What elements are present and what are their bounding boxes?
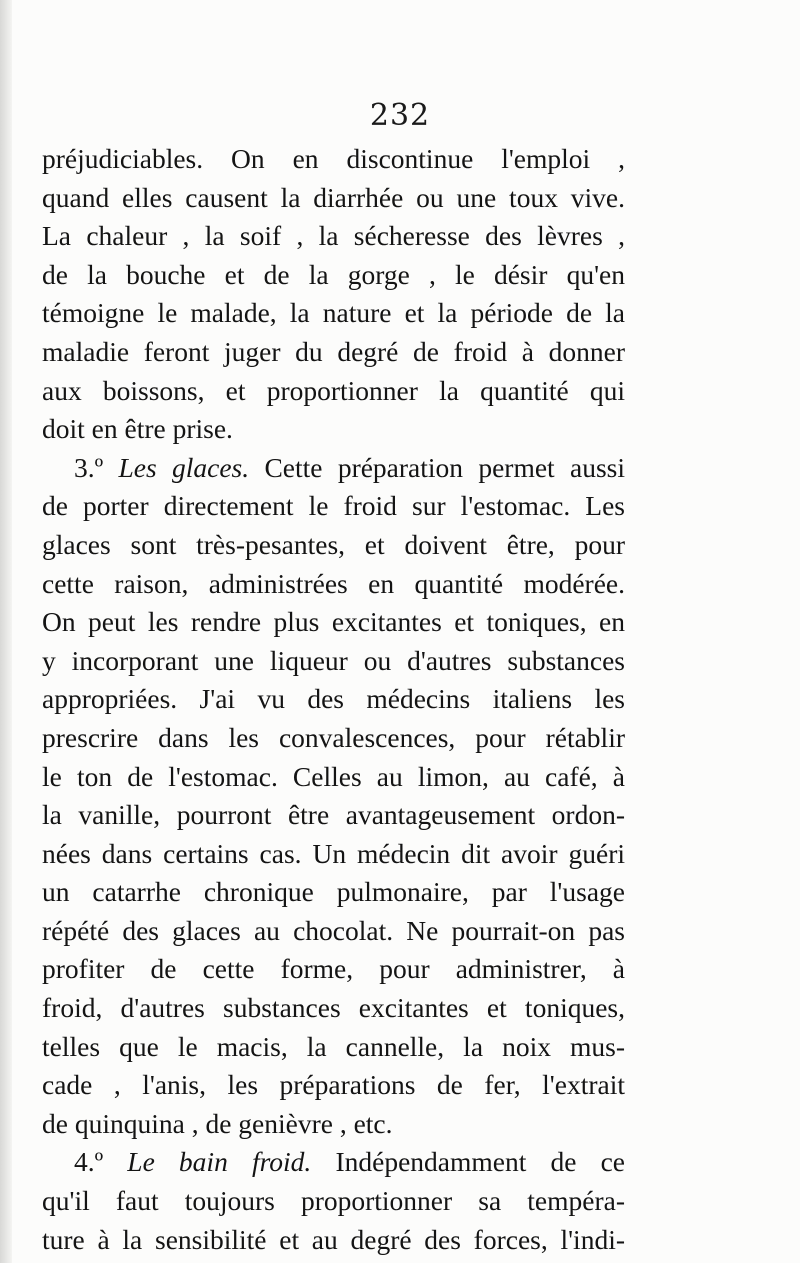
- text-line: On peut les rendre plus excitantes et toniques, en: [42, 606, 625, 638]
- text-line: maladie feront juger du degré de froid à donner: [42, 335, 625, 367]
- section-4-title: Le bain froid.: [127, 1146, 312, 1178]
- text-line: quand elles causent la diarrhée ou une toux vive.: [42, 181, 625, 213]
- text-line: glaces sont très-pesantes, et doivent être, pour: [42, 528, 625, 560]
- text-line: doit en être prise.: [42, 413, 233, 445]
- section-4-first-line: [42, 1143, 625, 1182]
- text-line: Cette préparation permet aussi: [264, 451, 625, 483]
- text-line: répété des glaces au chocolat. Ne pourrait-on pas: [42, 914, 625, 946]
- text-line: profiter de cette forme, pour administrer, à: [42, 953, 625, 985]
- text-line: de porter directement le froid sur l'estomac. Les: [42, 490, 625, 522]
- body-text: [42, 140, 625, 1259]
- section-3-first-line: [42, 449, 625, 488]
- text-line: Indépendamment de ce: [335, 1146, 625, 1178]
- page-number: 232: [369, 98, 431, 133]
- text-line: La chaleur , la soif , la sécheresse des lèvres ,: [42, 220, 625, 252]
- text-line: nées dans certains cas. Un médecin dit avoir guéri: [42, 837, 625, 869]
- text-line: qu'il faut toujours proportionner sa tempéra-: [42, 1185, 625, 1217]
- text-line: froid, d'autres substances excitantes et toniques,: [42, 992, 625, 1024]
- text-line: cette raison, administrées en quantité modérée.: [42, 567, 625, 599]
- text-line: le ton de l'estomac. Celles au limon, au café, à: [42, 760, 625, 792]
- section-3-title: Les glaces.: [118, 451, 250, 483]
- page-edge-shadow: [0, 0, 12, 1263]
- text-line: un catarrhe chronique pulmonaire, par l'usage: [42, 876, 625, 908]
- text-line: appropriées. J'ai vu des médecins italiens les: [42, 683, 625, 715]
- text-line: de quinquina , de genièvre , etc.: [42, 1107, 393, 1139]
- text-line: ture à la sensibilité et au degré des forces, l'indi-: [42, 1223, 625, 1255]
- text-line: prescrire dans les convalescences, pour rétablir: [42, 721, 625, 753]
- text-line: telles que le macis, la cannelle, la noix mus-: [42, 1030, 625, 1062]
- section-3-number: 3.º: [74, 451, 104, 483]
- section-4-number: 4.º: [74, 1146, 104, 1178]
- text-line: témoigne le malade, la nature et la période de la: [42, 297, 625, 329]
- text-line: y incorporant une liqueur ou d'autres substances: [42, 644, 625, 676]
- text-line: de la bouche et de la gorge , le désir qu'en: [42, 258, 625, 290]
- text-line: la vanille, pourront être avantageusement ordon-: [42, 799, 625, 831]
- text-line: aux boissons, et proportionner la quantité qui: [42, 374, 625, 406]
- text-line: préjudiciables. On en discontinue l'emploi ,: [42, 143, 625, 174]
- text-line: cade , l'anis, les préparations de fer, l'extrait: [42, 1069, 625, 1101]
